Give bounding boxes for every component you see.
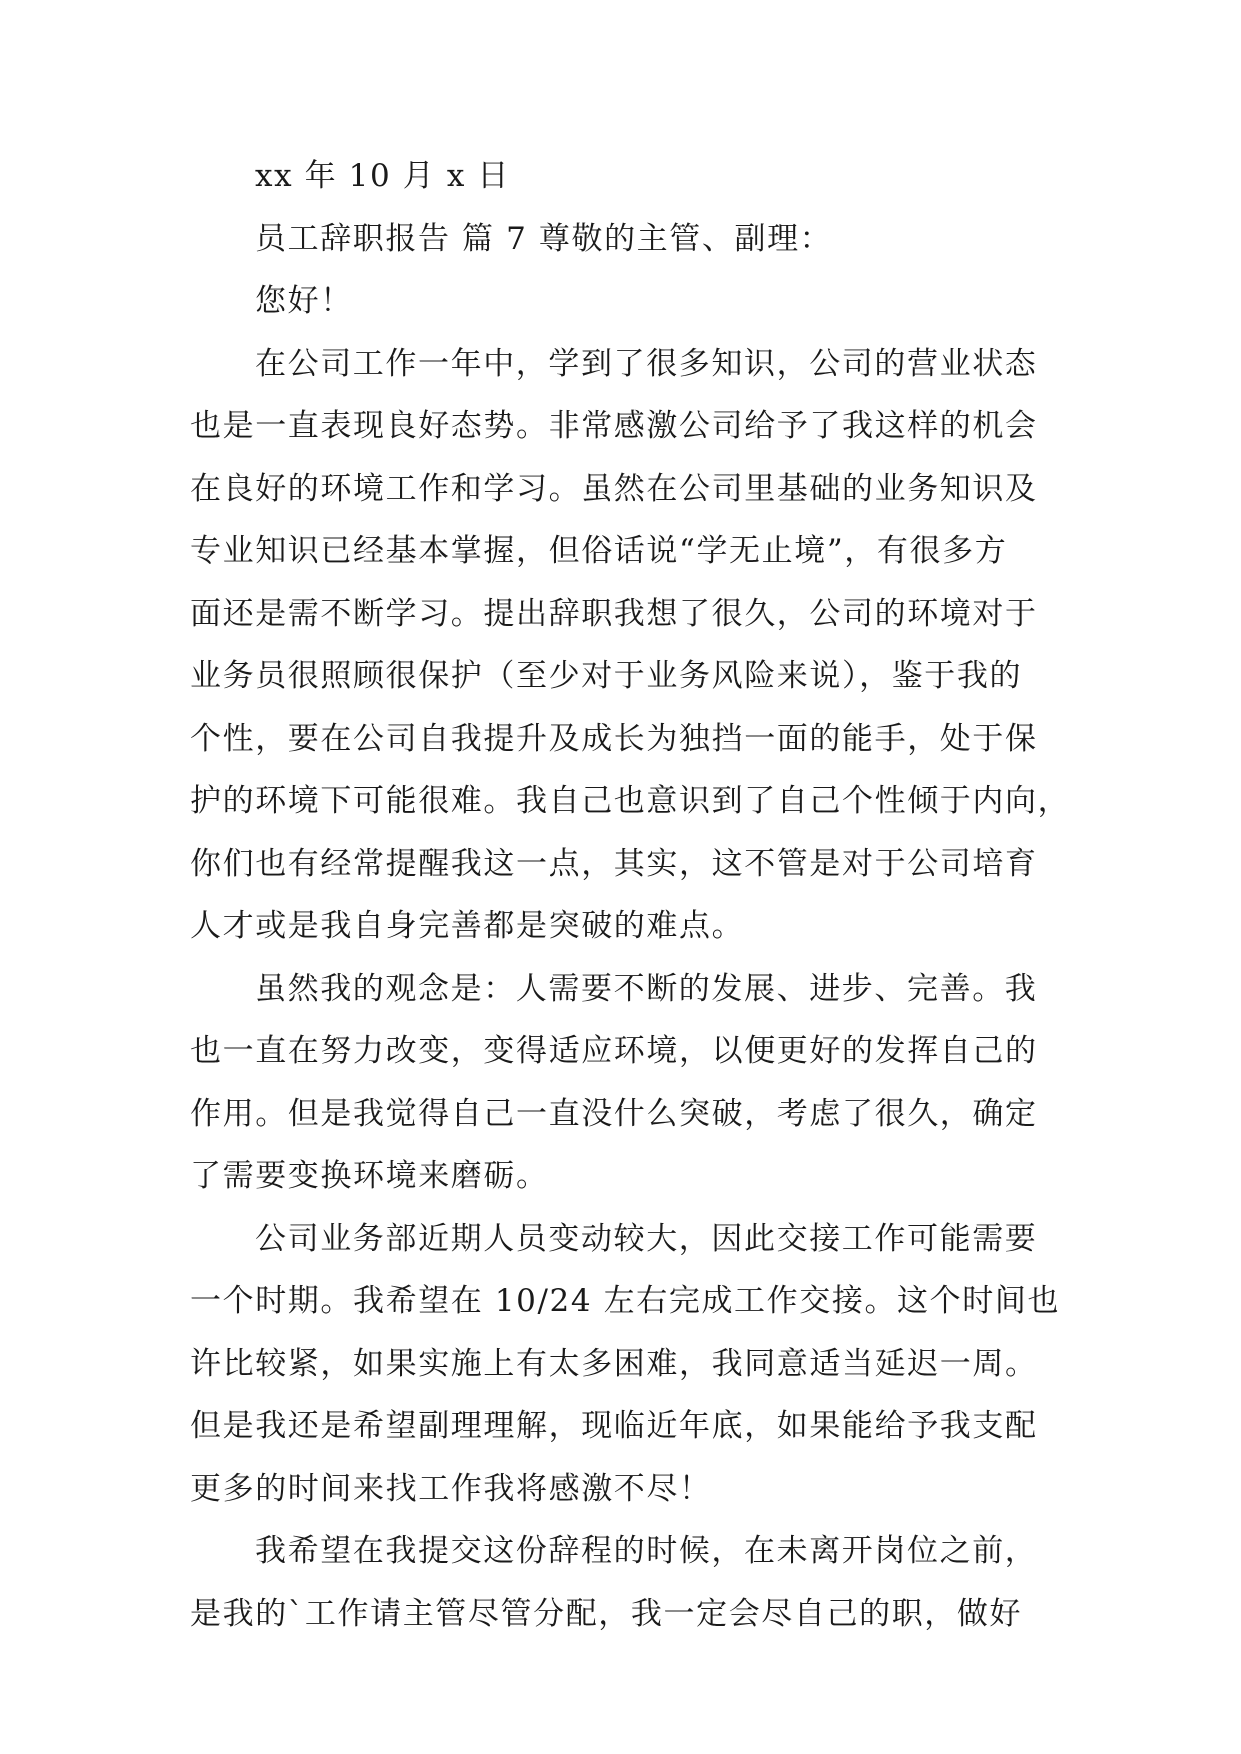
paragraph-1-line-6: 业务员很照顾很保护（至少对于业务风险来说），鉴于我的: [190, 658, 1023, 694]
paragraph-1-line-10: 人才或是我自身完善都是突破的难点。: [190, 908, 745, 944]
paragraph-1-line-2: 也是一直表现良好态势。非常感激公司给予了我这样的机会: [190, 408, 1038, 444]
paragraph-1-line-7: 个性，要在公司自我提升及成长为独挡一面的能手，处于保: [190, 721, 1038, 757]
paragraph-1-line-1: 在公司工作一年中，学到了很多知识，公司的营业状态: [255, 346, 1038, 382]
paragraph-1-line-9: 你们也有经常提醒我这一点，其实，这不管是对于公司培育: [190, 846, 1038, 882]
paragraph-3-line-4: 但是我还是希望副理理解，现临近年底，如果能给予我支配: [190, 1408, 1038, 1444]
paragraph-3-line-1: 公司业务部近期人员变动较大，因此交接工作可能需要: [255, 1221, 1038, 1257]
paragraph-2-line-2: 也一直在努力改变，变得适应环境，以便更好的发挥自己的: [190, 1033, 1038, 1069]
paragraph-1-line-5: 面还是需不断学习。提出辞职我想了很久，公司的环境对于: [190, 596, 1038, 632]
paragraph-3-line-5: 更多的时间来找工作我将感激不尽！: [190, 1471, 712, 1507]
paragraph-4-line-1: 我希望在我提交这份辞程的时候，在未离开岗位之前，: [255, 1533, 1038, 1569]
paragraph-4-line-2: 是我的`工作请主管尽管分配，我一定会尽自己的职，做好: [190, 1596, 1023, 1632]
paragraph-3-line-3: 许比较紧，如果实施上有太多困难，我同意适当延迟一周。: [190, 1346, 1038, 1382]
paragraph-1-line-8: 护的环境下可能很难。我自己也意识到了自己个性倾于内向，: [190, 783, 1071, 819]
greeting-line: 您好！: [255, 283, 353, 319]
paragraph-2-line-4: 了需要变换环境来磨砺。: [190, 1158, 549, 1194]
paragraph-1-line-4: 专业知识已经基本掌握，但俗话说“学无止境”，有很多方: [190, 533, 1008, 569]
paragraph-2-line-3: 作用。但是我觉得自己一直没什么突破，考虑了很久，确定: [190, 1096, 1038, 1132]
paragraph-2-line-1: 虽然我的观念是：人需要不断的发展、进步、完善。我: [255, 971, 1038, 1007]
date-line: xx 年 10 月 x 日: [255, 158, 510, 194]
paragraph-3-line-2: 一个时期。我希望在 10/24 左右完成工作交接。这个时间也: [190, 1283, 1061, 1319]
paragraph-1-line-3: 在良好的环境工作和学习。虽然在公司里基础的业务知识及: [190, 471, 1038, 507]
report-heading-line: 员工辞职报告 篇 7 尊敬的主管、副理：: [255, 221, 833, 257]
